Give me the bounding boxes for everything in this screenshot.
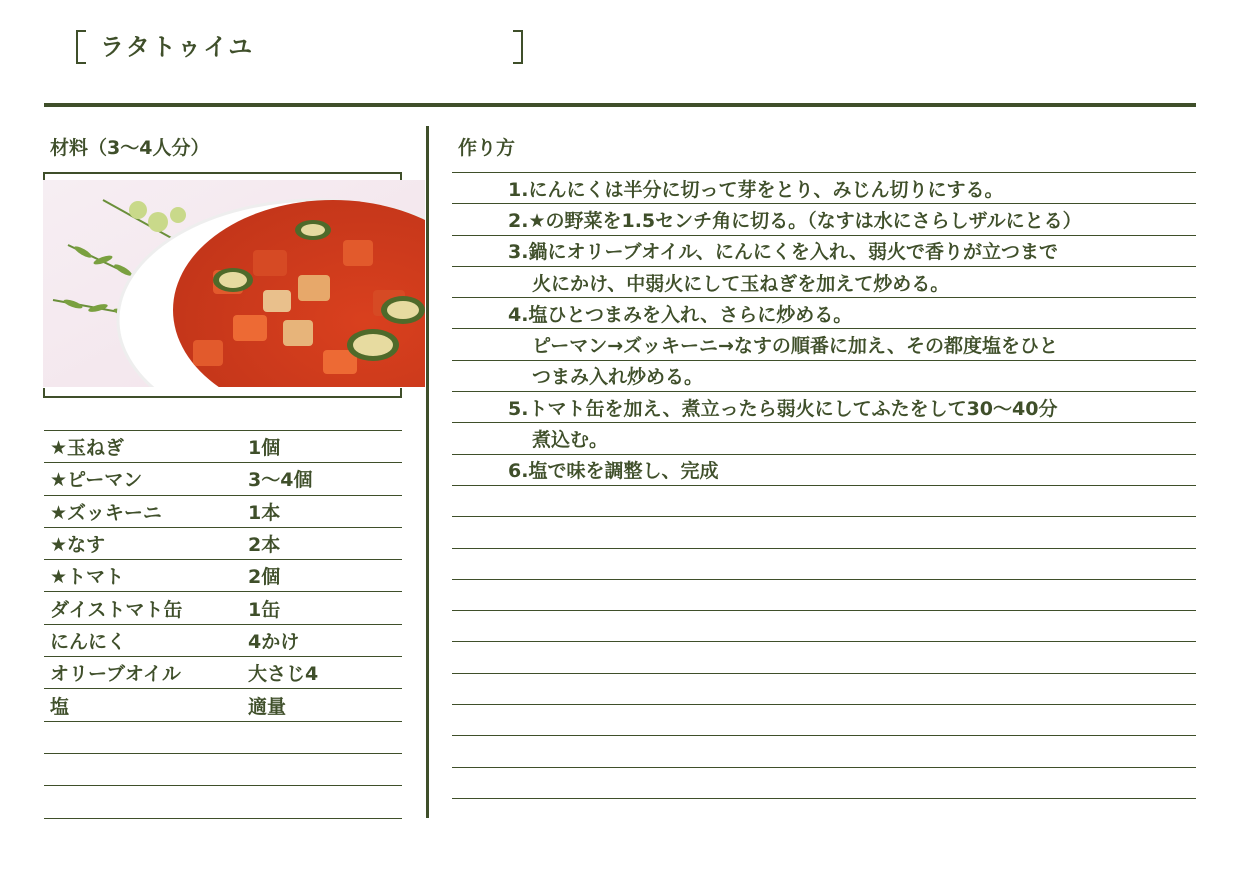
ingredient-name: ★ピーマン (50, 469, 143, 492)
steps-heading: 作り方 (458, 137, 516, 159)
ingredient-row (44, 625, 402, 657)
ingredient-qty: 大さじ4 (248, 663, 319, 686)
ingredient-qty: 3〜4個 (248, 469, 313, 492)
step-row (452, 768, 1196, 799)
ingredients-table (44, 430, 402, 819)
title-bracket-right (513, 30, 523, 64)
step-row: 煮込む。 (452, 423, 1196, 454)
ingredient-qty: 4かけ (248, 630, 300, 653)
title-bracket-left (76, 30, 86, 64)
steps-list (452, 172, 1196, 799)
ingredient-name: ダイストマト缶 (50, 598, 183, 621)
step-row: つまみ入れ炒める。 (452, 361, 1196, 392)
step-row: 3.鍋にオリーブオイル、にんにくを入れ、弱火で香りが立つまで (452, 236, 1196, 267)
ingredient-name: ★玉ねぎ (50, 437, 125, 460)
step-row: 4.塩ひとつまみを入れ、さらに炒める。 (452, 298, 1196, 329)
ingredient-row (44, 560, 402, 592)
ingredient-qty: 適量 (248, 695, 287, 718)
ingredient-name: オリーブオイル (50, 663, 181, 686)
ingredient-qty: 1缶 (248, 598, 281, 621)
ingredient-qty: 2個 (248, 566, 281, 589)
step-row: 2.★の野菜を1.5センチ角に切る。（なすは水にさらしザルにとる） (452, 204, 1196, 235)
step-row: 火にかけ、中弱火にして玉ねぎを加えて炒める。 (452, 267, 1196, 298)
ingredient-qty: 1個 (248, 437, 281, 460)
ingredients-heading: 材料（3〜4人分） (50, 137, 210, 159)
step-row (452, 611, 1196, 642)
step-row: 6.塩で味を調整し、完成 (452, 455, 1196, 486)
ingredient-row (44, 592, 402, 624)
ingredient-row (44, 657, 402, 689)
step-row: 1.にんにくは半分に切って芽をとり、みじん切りにする。 (452, 173, 1196, 204)
ingredient-row (44, 786, 402, 818)
ingredient-name: ★トマト (50, 566, 125, 589)
ingredient-row (44, 689, 402, 721)
ingredient-name: 塩 (50, 695, 70, 718)
ingredient-qty: 2本 (248, 534, 281, 557)
ingredient-row (44, 496, 402, 528)
step-row (452, 486, 1196, 517)
ingredient-row (44, 463, 402, 495)
ingredient-row (44, 528, 402, 560)
step-row: 5.トマト缶を加え、煮立ったら弱火にしてふたをして30〜40分 (452, 392, 1196, 423)
ingredient-row (44, 754, 402, 786)
column-divider (426, 126, 429, 818)
step-row (452, 580, 1196, 611)
ingredient-row (44, 722, 402, 754)
step-row: ピーマン→ズッキーニ→なすの順番に加え、その都度塩をひと (452, 329, 1196, 360)
step-row (452, 642, 1196, 673)
step-row (452, 674, 1196, 705)
title-divider (44, 103, 1196, 107)
ingredient-name: ★なす (50, 534, 106, 557)
step-row (452, 705, 1196, 736)
step-row (452, 549, 1196, 580)
step-row (452, 517, 1196, 548)
step-row (452, 736, 1196, 767)
ingredient-row (44, 431, 402, 463)
ingredient-name: にんにく (50, 630, 127, 653)
ingredient-qty: 1本 (248, 501, 281, 524)
ingredient-name: ★ズッキーニ (50, 501, 162, 524)
ratatouille-photo (43, 180, 425, 387)
recipe-title: ラタトゥイユ (100, 33, 255, 61)
